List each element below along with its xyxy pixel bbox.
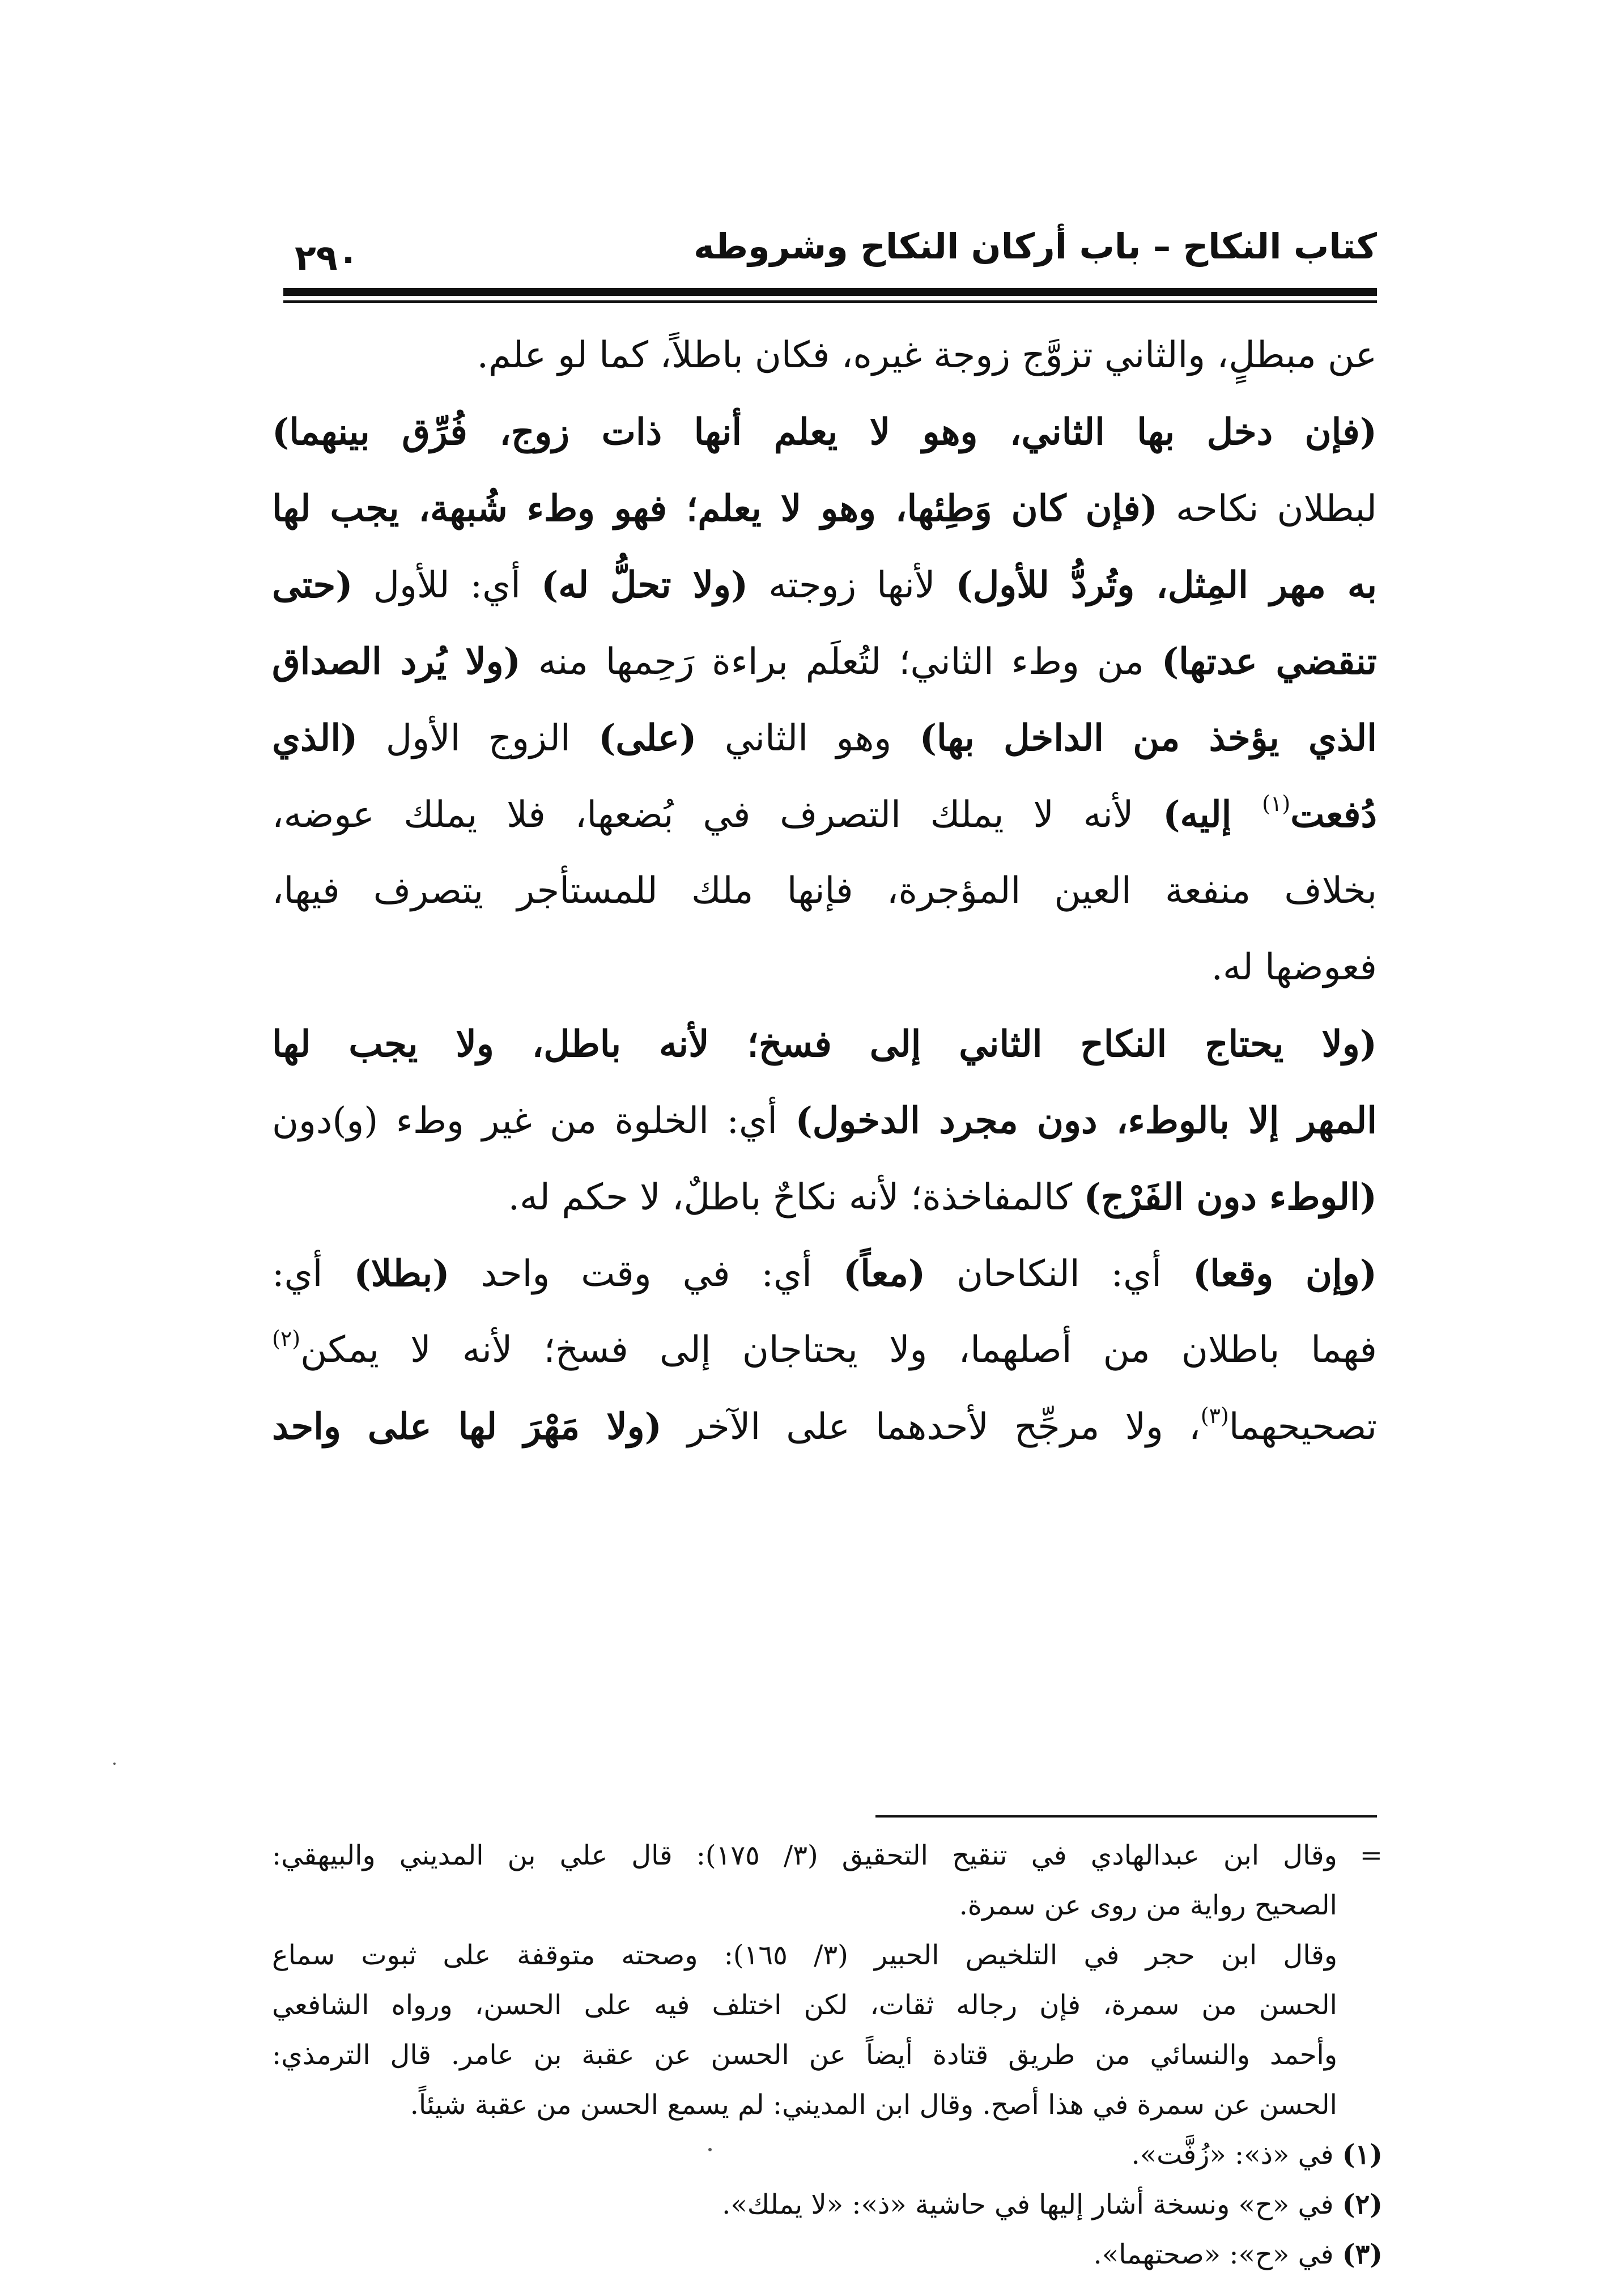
text-line: [272, 929, 1377, 1006]
sharh-text: ، ولا مرجِّح لأحدهما على الآخر: [661, 1406, 1201, 1448]
footnote-ref: (٢): [272, 1326, 301, 1351]
footnote-continuation-line: [272, 1980, 1383, 2030]
footnote-ref: (١): [1262, 791, 1291, 816]
footnote-text: في «ح»: «صحتهما».: [1093, 2239, 1334, 2270]
scan-speck: [113, 1763, 116, 1765]
matn-text: (ولا يحتاج النكاح الثاني إلى فسخ؛ لأنه باطل، ولا يجب لها: [272, 1023, 1377, 1065]
matn-text: المهر إلا بالوطء، دون مجرد الدخول): [795, 1099, 1377, 1142]
sharh-text: أي: للأول: [352, 564, 541, 606]
running-header: [283, 221, 1377, 283]
footnote-separator: [875, 1815, 1377, 1818]
text-line: [272, 700, 1377, 776]
header-rule-thin: [283, 300, 1377, 303]
footnote-continuation-text: الحسن من سمرة، فإن رجاله ثقات، لكن اختلف فيه على الحسن، ورواه الشافعي: [272, 1989, 1337, 2021]
sharh-text: لأنها زوجته: [748, 564, 956, 606]
footnote-ref: (٣): [1200, 1403, 1229, 1428]
text-line: [272, 623, 1377, 700]
matn-text: (فإن دخل بها الثاني، وهو لا يعلم أنها ذات زوج، فُرِّق بينهما): [272, 411, 1377, 453]
footnote-continuation-line: [272, 2030, 1383, 2080]
sharh-text: لأنه لا يملك التصرف في بُضعها، فلا يملك عوضه،: [272, 794, 1163, 836]
text-line: [272, 853, 1377, 929]
matn-text: (حتى: [272, 564, 353, 606]
footnote-text: في «ذ»: «زُفَّت».: [1131, 2139, 1334, 2171]
main-text: [272, 317, 1377, 1465]
text-line: [272, 1082, 1377, 1159]
matn-text: (بطلا): [354, 1252, 450, 1295]
matn-text: (ولا مَهْرَ لها على واحد: [272, 1405, 662, 1448]
continuation-mark: =: [1359, 1840, 1383, 1871]
text-line: [272, 1006, 1377, 1082]
sharh-text: أي: النكاحان: [925, 1253, 1193, 1295]
sharh-text: الزوج الأول: [358, 717, 599, 759]
header-rule-thick: [283, 288, 1377, 296]
text-line: [272, 470, 1377, 547]
text-line: [272, 547, 1377, 623]
text-line: [272, 1235, 1377, 1312]
sharh-text: كالمفاخذة؛ لأنه نكاحٌ باطلٌ، لا حكم له.: [508, 1177, 1084, 1218]
matn-text: تنقضي عدتها): [1161, 640, 1377, 683]
footnote-number: (٣): [1342, 2239, 1383, 2270]
footnote-1: [272, 2130, 1383, 2180]
sharh-text: بخلاف منفعة العين المؤجرة، فإنها ملك للمستأجر يتصرف فيها،: [272, 870, 1377, 912]
text-line: [272, 1159, 1377, 1235]
footnote-2: [272, 2180, 1383, 2230]
sharh-text: فعوضها له.: [1211, 946, 1377, 988]
sharh-text: أي:: [272, 1253, 354, 1295]
footnote-continuation-text: وأحمد والنسائي من طريق قتادة أيضاً عن الحسن عن عقبة بن عامر. قال الترمذي:: [272, 2039, 1338, 2071]
footnote-continuation-text: الصحيح رواية من روى عن سمرة.: [959, 1889, 1337, 1921]
text-line: [272, 1388, 1377, 1465]
sharh-text: من وطء الثاني؛ لتُعلَم براءة رَحِمها منه: [520, 641, 1162, 683]
footnote-3: [272, 2230, 1383, 2279]
footnote-continuation-line: [272, 1831, 1383, 1880]
text-line: [272, 394, 1377, 470]
matn-text: (على): [598, 717, 697, 759]
scan-speck: [708, 2148, 712, 2151]
footnote-continuation-text: وقال ابن حجر في التلخيص الحبير (٣/ ١٦٥): وصحته متوقفة على ثبوت سماع: [272, 1939, 1337, 1971]
footnote-number: (٢): [1342, 2189, 1383, 2220]
matn-text: (ولا يُرد الصداق: [272, 640, 521, 683]
sharh-text: أي: الخلوة من غير وطء (و)دون: [272, 1100, 796, 1142]
sharh-text: تصحيحهما: [1228, 1406, 1377, 1448]
matn-text: (الوطء دون الفَرْج): [1083, 1176, 1377, 1218]
matn-text: (معاً): [843, 1252, 926, 1295]
matn-text: به مهر المِثل، وتُردُّ للأول): [955, 564, 1377, 606]
matn-text: (ولا تحلُّ له): [541, 564, 749, 606]
footnote-number: (١): [1342, 2139, 1383, 2171]
footnote-continuation-line: [272, 2080, 1383, 2130]
text-line: [272, 776, 1377, 853]
footnotes: [272, 1831, 1383, 2279]
sharh-text: فهما باطلان من أصلهما، ولا يحتاجان إلى فسخ؛ لأنه لا يمكن: [300, 1329, 1377, 1371]
matn-text: الذي يؤخذ من الداخل بها): [919, 717, 1377, 759]
footnote-continuation-line: [272, 1880, 1383, 1930]
matn-text: (الذي: [272, 717, 358, 759]
sharh-text: أي: في وقت واحد: [449, 1253, 843, 1295]
page-number: ٢٩٠: [295, 237, 359, 278]
matn-text: (وإن وقعا): [1192, 1252, 1377, 1295]
text-line: [272, 317, 1377, 394]
sharh-text: عن مبطلٍ، والثاني تزوَّج زوجة غيره، فكان باطلاً، كما لو علم.: [477, 334, 1377, 376]
sharh-text: لبطلان نكاحه: [1157, 488, 1377, 530]
footnote-text: في «ح» ونسخة أشار إليها في حاشية «ذ»: «لا يملك».: [722, 2189, 1334, 2220]
footnote-continuation-text: الحسن عن سمرة في هذا أصح. وقال ابن المديني: لم يسمع الحسن من عقبة شيئاً.: [410, 2089, 1337, 2121]
footnote-continuation-text: وقال ابن عبدالهادي في تنقيح التحقيق (٣/ ١٧٥): قال علي بن المديني والبيهقي:: [272, 1840, 1337, 1871]
matn-text: إليه): [1163, 793, 1262, 836]
matn-text: (فإن كان وَطِئها، وهو لا يعلم؛ فهو وطء شُبهة، يجب لها: [272, 487, 1158, 530]
footnote-continuation-line: [272, 1930, 1383, 1980]
sharh-text: وهو الثاني: [696, 717, 920, 759]
matn-text: دُفعت: [1290, 793, 1377, 836]
header-title: كتاب النكاح – باب أركان النكاح وشروطه: [694, 226, 1377, 267]
text-line: [272, 1312, 1377, 1388]
